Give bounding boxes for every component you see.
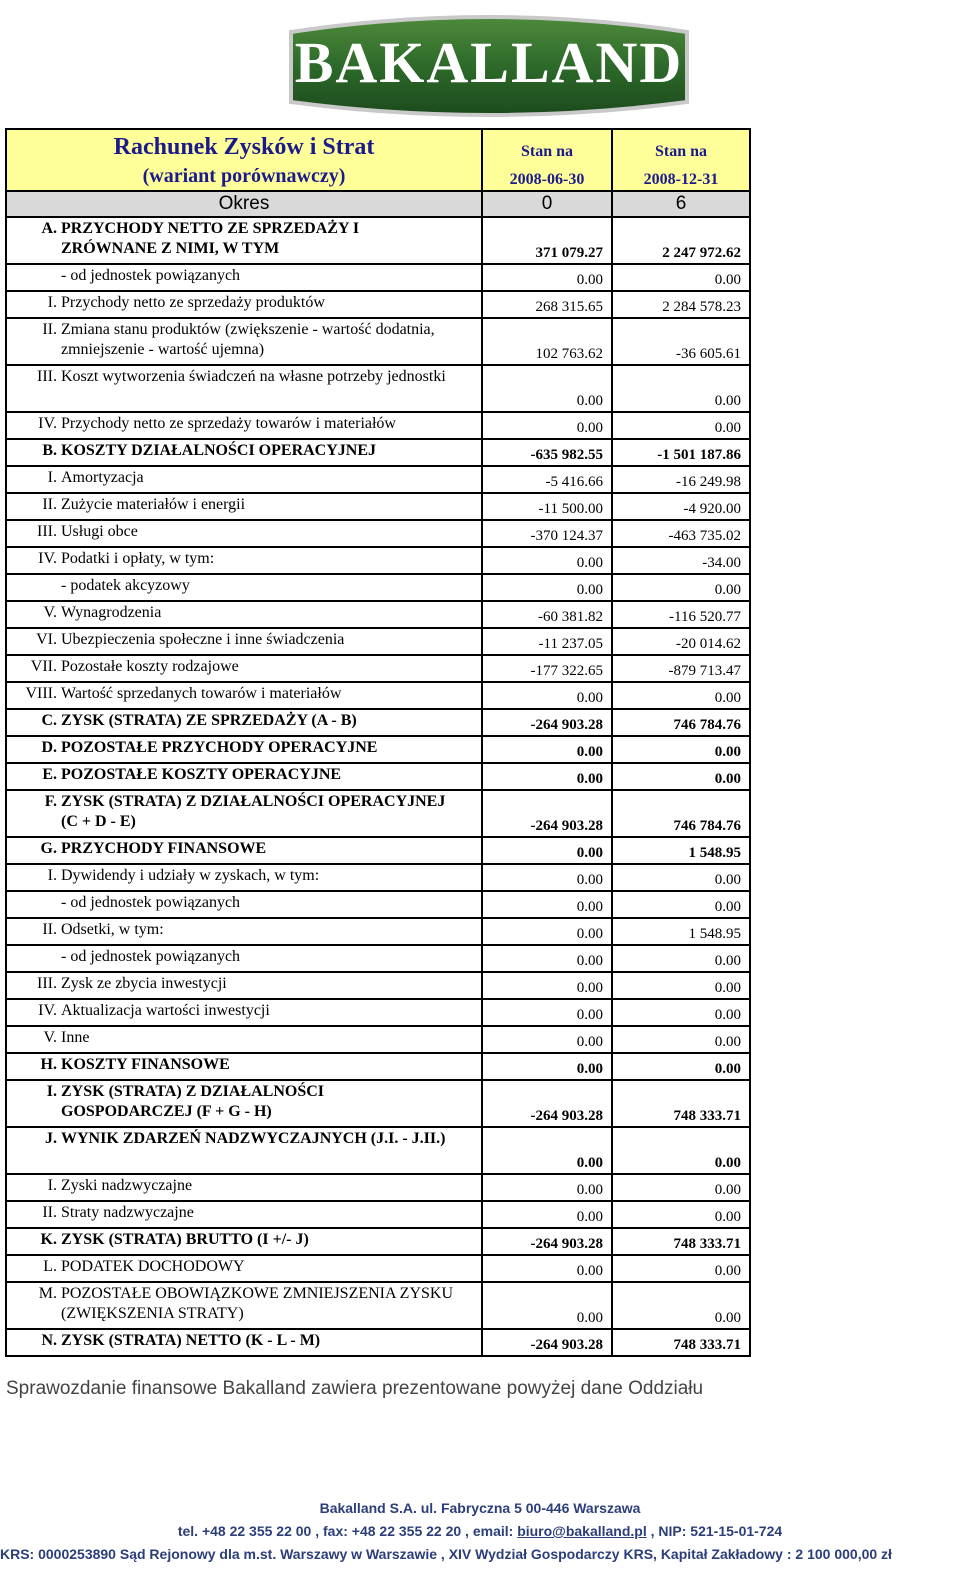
value-2008-12-31: 0.00	[612, 1282, 750, 1329]
row-code: C.	[41, 712, 57, 729]
value-2008-06-30: -5 416.66	[482, 466, 612, 493]
value-2008-12-31: -1 501 187.86	[612, 439, 750, 466]
value-2008-12-31: 748 333.71	[612, 1228, 750, 1255]
statement-row	[6, 945, 750, 972]
value-2008-12-31: 0.00	[612, 1255, 750, 1282]
value-2008-06-30: 0.00	[482, 1174, 612, 1201]
value-2008-12-31: -34.00	[612, 547, 750, 574]
value-2008-06-30: 0.00	[482, 736, 612, 763]
row-label: Ubezpieczenia społeczne i inne świadczenia	[61, 631, 345, 648]
value-2008-06-30: 0.00	[482, 972, 612, 999]
row-label-cell	[6, 439, 482, 466]
statement-row	[6, 763, 750, 790]
row-code: V.	[43, 1029, 57, 1046]
row-label-cell	[6, 709, 482, 736]
row-label: ZYSK (STRATA) BRUTTO (I +/- J)	[61, 1231, 309, 1248]
statement-row	[6, 318, 750, 365]
row-code: L.	[43, 1258, 57, 1275]
row-label-cell	[6, 655, 482, 682]
row-label-cell	[6, 520, 482, 547]
value-2008-12-31: 0.00	[612, 682, 750, 709]
row-label-cell	[6, 945, 482, 972]
value-2008-06-30: 0.00	[482, 682, 612, 709]
branch-note: Sprawozdanie finansowe Bakalland zawiera prezentowane powyżej dane Oddziału	[6, 1378, 704, 1399]
row-label: Zużycie materiałów i energii	[61, 496, 246, 513]
col2-date: 2008-12-31	[612, 162, 750, 191]
value-2008-12-31: 2 247 972.62	[612, 217, 750, 264]
col1-date: 2008-06-30	[482, 162, 612, 191]
row-code: H.	[40, 1056, 57, 1073]
footer-contact	[0, 1523, 960, 1539]
row-label-continuation: ZRÓWNANE Z NIMI, W TYM	[61, 240, 280, 257]
row-label-cell	[6, 1174, 482, 1201]
row-code: A.	[41, 220, 57, 237]
value-2008-06-30: -11 237.05	[482, 628, 612, 655]
row-label-cell	[6, 837, 482, 864]
row-label: POZOSTAŁE PRZYCHODY OPERACYJNE	[61, 739, 378, 756]
col1-label: Stan na	[482, 129, 612, 162]
row-label: Dywidendy i udziały w zyskach, w tym:	[61, 867, 320, 884]
value-2008-06-30: 0.00	[482, 891, 612, 918]
statement-row	[6, 1255, 750, 1282]
statement-row	[6, 217, 750, 264]
value-2008-12-31: 748 333.71	[612, 1080, 750, 1127]
row-label-cell	[6, 574, 482, 601]
value-2008-06-30: 102 763.62	[482, 318, 612, 365]
statement-row	[6, 1282, 750, 1329]
value-2008-12-31: 0.00	[612, 574, 750, 601]
value-2008-12-31: -36 605.61	[612, 318, 750, 365]
row-code: IV.	[38, 1002, 57, 1019]
value-2008-12-31: 0.00	[612, 264, 750, 291]
value-2008-12-31: 0.00	[612, 945, 750, 972]
row-code: II.	[42, 496, 57, 513]
value-2008-06-30: -264 903.28	[482, 1080, 612, 1127]
statement-row	[6, 1228, 750, 1255]
statement-row	[6, 972, 750, 999]
svg-text:BAKALLAND: BAKALLAND	[294, 30, 684, 95]
row-label: - podatek akcyzowy	[61, 577, 190, 594]
row-label-cell	[6, 736, 482, 763]
row-code: II.	[42, 921, 57, 938]
value-2008-12-31: 0.00	[612, 736, 750, 763]
value-2008-06-30: 0.00	[482, 1282, 612, 1329]
row-label: KOSZTY DZIAŁALNOŚCI OPERACYJNEJ	[61, 442, 377, 459]
statement-row	[6, 891, 750, 918]
okres-value-2: 6	[612, 191, 750, 217]
value-2008-06-30: 0.00	[482, 918, 612, 945]
row-label-cell	[6, 1127, 482, 1174]
row-label: Zyski nadzwyczajne	[61, 1177, 193, 1194]
value-2008-12-31: 0.00	[612, 864, 750, 891]
value-2008-06-30: 0.00	[482, 1026, 612, 1053]
statement-subtitle-cell	[6, 162, 482, 191]
footer-contact-phone: tel. +48 22 355 22 00 , fax: +48 22 355 22 20 , email:	[177, 1523, 518, 1539]
row-label: PRZYCHODY NETTO ZE SPRZEDAŻY I	[61, 220, 360, 237]
statement-row	[6, 682, 750, 709]
row-label: Przychody netto ze sprzedaży towarów i materiałów	[61, 415, 396, 432]
row-code: II.	[42, 1204, 57, 1221]
row-label-cell	[6, 999, 482, 1026]
value-2008-06-30: -264 903.28	[482, 709, 612, 736]
value-2008-12-31: 0.00	[612, 999, 750, 1026]
statement-row	[6, 709, 750, 736]
statement-row	[6, 1026, 750, 1053]
row-label-cell	[6, 682, 482, 709]
row-label: Straty nadzwyczajne	[61, 1204, 194, 1221]
value-2008-12-31: 0.00	[612, 972, 750, 999]
value-2008-06-30: 0.00	[482, 412, 612, 439]
okres-label: Okres	[6, 191, 482, 217]
row-label-cell	[6, 891, 482, 918]
value-2008-06-30: 0.00	[482, 574, 612, 601]
row-code: VII.	[30, 658, 57, 675]
row-label-cell	[6, 864, 482, 891]
row-label: Amortyzacja	[61, 469, 144, 486]
row-label: Pozostałe koszty rodzajowe	[61, 658, 239, 675]
value-2008-12-31: 0.00	[612, 1201, 750, 1228]
bakalland-logo	[287, 10, 691, 120]
value-2008-12-31: -463 735.02	[612, 520, 750, 547]
row-label: - od jednostek powiązanych	[61, 894, 241, 911]
row-label: WYNIK ZDARZEŃ NADZWYCZAJNYCH (J.I. - J.II.)	[61, 1130, 446, 1147]
row-code: F.	[44, 793, 57, 810]
row-code: IV.	[38, 550, 57, 567]
row-label: Zysk ze zbycia inwestycji	[61, 975, 227, 992]
value-2008-06-30: 0.00	[482, 1255, 612, 1282]
row-label: Usługi obce	[61, 523, 138, 540]
row-label-cell	[6, 291, 482, 318]
row-code: K.	[40, 1231, 57, 1248]
row-label-cell	[6, 1282, 482, 1329]
row-label-cell	[6, 264, 482, 291]
row-code: I.	[47, 294, 57, 311]
value-2008-12-31: 0.00	[612, 763, 750, 790]
row-code: N.	[41, 1332, 57, 1349]
row-code: IV.	[38, 415, 57, 432]
row-label-cell	[6, 1201, 482, 1228]
row-label: - od jednostek powiązanych	[61, 267, 241, 284]
value-2008-12-31: 1 548.95	[612, 918, 750, 945]
row-label: PRZYCHODY FINANSOWE	[61, 840, 267, 857]
value-2008-06-30: -60 381.82	[482, 601, 612, 628]
row-label: ZYSK (STRATA) ZE SPRZEDAŻY (A - B)	[61, 712, 357, 729]
row-label-continuation: (ZWIĘKSZENIA STRATY)	[61, 1305, 244, 1322]
row-label: POZOSTAŁE KOSZTY OPERACYJNE	[61, 766, 342, 783]
row-label: Przychody netto ze sprzedaży produktów	[61, 294, 325, 311]
row-code: V.	[43, 604, 57, 621]
value-2008-12-31: -879 713.47	[612, 655, 750, 682]
value-2008-12-31: -16 249.98	[612, 466, 750, 493]
row-code: VIII.	[25, 685, 57, 702]
statement-row	[6, 1329, 750, 1356]
statement-row	[6, 493, 750, 520]
statement-row	[6, 439, 750, 466]
value-2008-12-31: 0.00	[612, 412, 750, 439]
value-2008-12-31: -4 920.00	[612, 493, 750, 520]
value-2008-12-31: 1 548.95	[612, 837, 750, 864]
row-label-cell	[6, 547, 482, 574]
statement-row	[6, 736, 750, 763]
row-label-cell	[6, 1026, 482, 1053]
statement-title-cell	[6, 129, 482, 162]
row-label-cell	[6, 628, 482, 655]
row-label: ZYSK (STRATA) NETTO (K - L - M)	[61, 1332, 321, 1349]
statement-row	[6, 547, 750, 574]
value-2008-06-30: -264 903.28	[482, 1329, 612, 1356]
row-label-continuation: GOSPODARCZEJ (F + G - H)	[61, 1103, 272, 1120]
statement-row	[6, 1053, 750, 1080]
value-2008-12-31: 0.00	[612, 1174, 750, 1201]
row-code: VI.	[36, 631, 57, 648]
value-2008-06-30: 0.00	[482, 837, 612, 864]
statement-row	[6, 790, 750, 837]
row-label: Inne	[61, 1029, 90, 1046]
value-2008-06-30: -11 500.00	[482, 493, 612, 520]
row-label-cell	[6, 493, 482, 520]
value-2008-12-31: 746 784.76	[612, 709, 750, 736]
row-code: D.	[41, 739, 57, 756]
statement-row	[6, 264, 750, 291]
row-label: ZYSK (STRATA) Z DZIAŁALNOŚCI OPERACYJNEJ	[61, 793, 446, 810]
value-2008-12-31: 0.00	[612, 1026, 750, 1053]
row-label-cell	[6, 365, 482, 412]
value-2008-06-30: -635 982.55	[482, 439, 612, 466]
row-label: Odsetki, w tym:	[61, 921, 164, 938]
row-label-cell	[6, 790, 482, 837]
row-label: Koszt wytworzenia świadczeń na własne potrzeby jednostki	[61, 368, 446, 385]
value-2008-12-31: 0.00	[612, 1127, 750, 1174]
row-code: B.	[42, 442, 57, 459]
row-label-cell	[6, 217, 482, 264]
statement-row	[6, 574, 750, 601]
row-code: J.	[45, 1130, 57, 1147]
row-code: M.	[38, 1285, 57, 1302]
footer-contact-nip: , NIP: 521-15-01-724	[646, 1523, 783, 1539]
row-code: I.	[47, 469, 57, 486]
row-label-cell	[6, 763, 482, 790]
row-label-cell	[6, 1053, 482, 1080]
row-label-cell	[6, 1228, 482, 1255]
row-label: Zmiana stanu produktów (zwiększenie - wartość dodatnia,	[61, 321, 435, 338]
statement-row	[6, 1080, 750, 1127]
value-2008-06-30: 0.00	[482, 264, 612, 291]
statement-row	[6, 466, 750, 493]
row-label: ZYSK (STRATA) Z DZIAŁALNOŚCI	[61, 1083, 325, 1100]
row-code: III.	[37, 368, 57, 385]
value-2008-06-30: 0.00	[482, 365, 612, 412]
value-2008-06-30: 0.00	[482, 864, 612, 891]
row-label-cell	[6, 1255, 482, 1282]
value-2008-12-31: 0.00	[612, 1053, 750, 1080]
value-2008-12-31: -20 014.62	[612, 628, 750, 655]
value-2008-06-30: 268 315.65	[482, 291, 612, 318]
row-code: I.	[46, 1083, 57, 1100]
statement-row	[6, 1127, 750, 1174]
value-2008-12-31: 0.00	[612, 891, 750, 918]
value-2008-06-30: 0.00	[482, 999, 612, 1026]
statement-row	[6, 1174, 750, 1201]
value-2008-06-30: 0.00	[482, 1053, 612, 1080]
row-label: - od jednostek powiązanych	[61, 948, 241, 965]
footer-registration: KRS: 0000253890 Sąd Rejonowy dla m.st. Warszawy w Warszawie , XIV Wydział Gospodarczy KRS, Kapitał Zakładowy : 2 100 000,00 zł	[0, 1546, 892, 1562]
statement-row	[6, 365, 750, 412]
row-label-continuation: (C + D - E)	[61, 813, 136, 830]
row-code: I.	[47, 1177, 57, 1194]
statement-row	[6, 412, 750, 439]
value-2008-06-30: 0.00	[482, 1201, 612, 1228]
row-code: G.	[40, 840, 57, 857]
col2-label: Stan na	[612, 129, 750, 162]
value-2008-06-30: -264 903.28	[482, 1228, 612, 1255]
value-2008-06-30: 0.00	[482, 763, 612, 790]
row-code: III.	[37, 523, 57, 540]
row-label-continuation: zmniejszenie - wartość ujemna)	[61, 341, 265, 358]
row-label-cell	[6, 1329, 482, 1356]
row-label: Wynagrodzenia	[61, 604, 162, 621]
row-label: Wartość sprzedanych towarów i materiałów	[61, 685, 342, 702]
statement-row	[6, 918, 750, 945]
row-label-cell	[6, 318, 482, 365]
statement-row	[6, 655, 750, 682]
statement-row	[6, 628, 750, 655]
footer-address: Bakalland S.A. ul. Fabryczna 5 00-446 Warszawa	[319, 1500, 641, 1516]
row-code: E.	[42, 766, 57, 783]
value-2008-06-30: 0.00	[482, 1127, 612, 1174]
statement-row	[6, 999, 750, 1026]
value-2008-06-30: 371 079.27	[482, 217, 612, 264]
row-label-cell	[6, 918, 482, 945]
statement-rows	[6, 217, 750, 1356]
statement-row	[6, 837, 750, 864]
row-label: PODATEK DOCHODOWY	[61, 1258, 245, 1275]
row-label: Podatki i opłaty, w tym:	[61, 550, 215, 567]
statement-subtitle: (wariant porównawczy)	[142, 165, 346, 187]
row-label-cell	[6, 466, 482, 493]
value-2008-06-30: 0.00	[482, 547, 612, 574]
row-code: I.	[47, 867, 57, 884]
row-label: Aktualizacja wartości inwestycji	[61, 1002, 270, 1019]
income-statement-table	[5, 128, 751, 1357]
okres-value-1: 0	[482, 191, 612, 217]
value-2008-12-31: 748 333.71	[612, 1329, 750, 1356]
value-2008-12-31: 2 284 578.23	[612, 291, 750, 318]
row-code: II.	[42, 321, 57, 338]
row-label-cell	[6, 601, 482, 628]
statement-row	[6, 291, 750, 318]
value-2008-06-30: -177 322.65	[482, 655, 612, 682]
statement-row	[6, 601, 750, 628]
row-label-cell	[6, 1080, 482, 1127]
footer-email-link[interactable]: biuro@bakalland.pl	[517, 1523, 647, 1539]
row-label: POZOSTAŁE OBOWIĄZKOWE ZMNIEJSZENIA ZYSKU	[61, 1285, 454, 1302]
statement-row	[6, 1201, 750, 1228]
row-label-cell	[6, 412, 482, 439]
statement-row	[6, 520, 750, 547]
value-2008-06-30: 0.00	[482, 945, 612, 972]
row-label-cell	[6, 972, 482, 999]
value-2008-06-30: -370 124.37	[482, 520, 612, 547]
statement-title: Rachunek Zysków i Strat	[113, 134, 375, 160]
row-label: KOSZTY FINANSOWE	[61, 1056, 230, 1073]
value-2008-12-31: 0.00	[612, 365, 750, 412]
value-2008-12-31: -116 520.77	[612, 601, 750, 628]
value-2008-12-31: 746 784.76	[612, 790, 750, 837]
value-2008-06-30: -264 903.28	[482, 790, 612, 837]
row-code: III.	[37, 975, 57, 992]
statement-row	[6, 864, 750, 891]
